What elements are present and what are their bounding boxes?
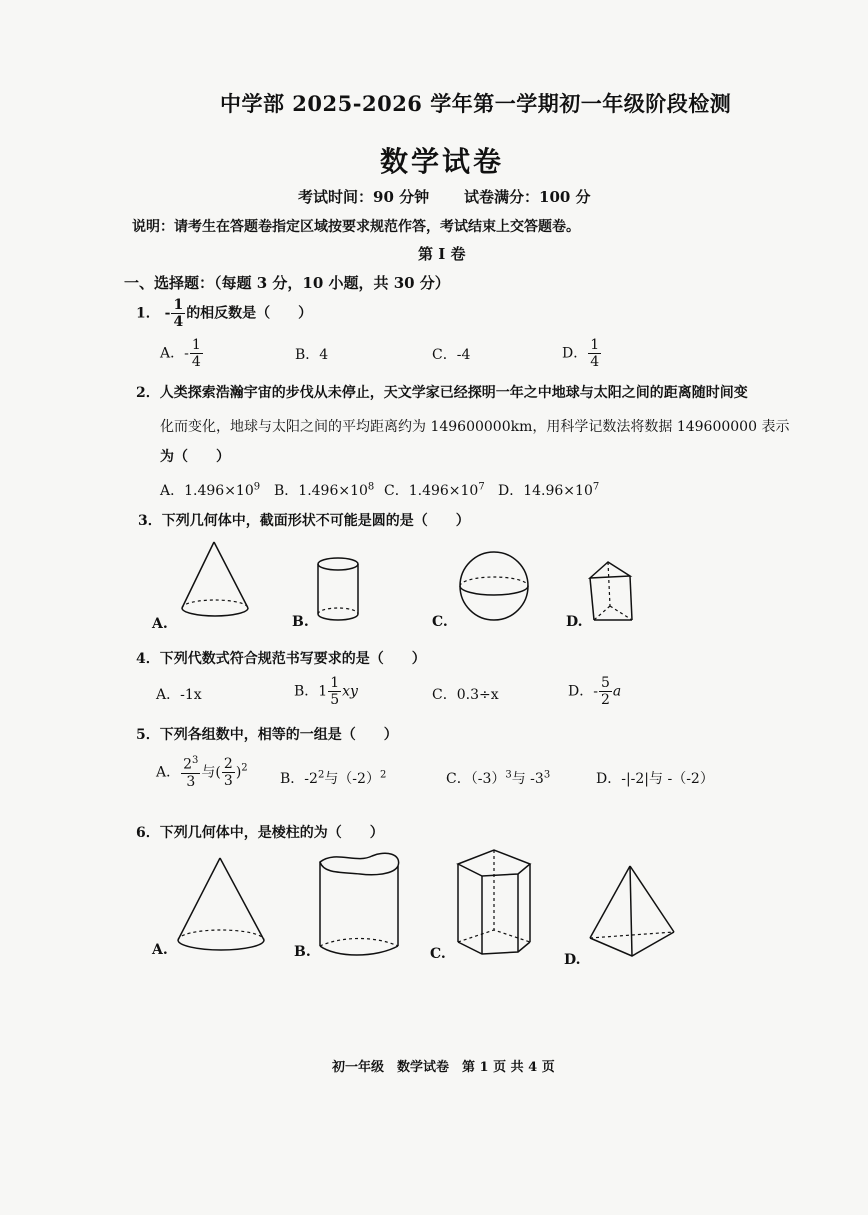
q4-option-b bbox=[294, 676, 358, 707]
connector-text: 与（-2） bbox=[324, 771, 380, 787]
variable: xy bbox=[342, 683, 358, 700]
minus-sign: - bbox=[184, 345, 189, 362]
numerator: 2 bbox=[223, 755, 233, 772]
minus-sign: - bbox=[593, 683, 598, 700]
exam-time: 考试时间：90 分钟 bbox=[298, 188, 430, 206]
curved-prism-figure bbox=[316, 850, 404, 962]
option-text: C．（-3） bbox=[446, 771, 506, 787]
question-text: 下列几何体中，截面形状不可能是圆的是（ ） bbox=[161, 513, 470, 529]
section-heading: 一、选择题：（每题 3 分，10 小题，共 30 分） bbox=[124, 274, 450, 292]
question-6 bbox=[136, 822, 384, 842]
question-4 bbox=[136, 648, 426, 668]
question-text: 下列各组数中，相等的一组是（ ） bbox=[159, 727, 398, 743]
cone-figure bbox=[178, 540, 254, 620]
question-2-line-3: 为（ ） bbox=[160, 449, 230, 465]
numerator: 1 bbox=[590, 337, 600, 353]
numerator: 1 bbox=[191, 337, 201, 353]
q4-option-a: A．-1x bbox=[156, 687, 202, 703]
denominator: 4 bbox=[191, 354, 201, 370]
q5-option-b bbox=[280, 768, 386, 788]
option-text: A．1.496×10 bbox=[160, 483, 254, 499]
question-number: 3． bbox=[138, 513, 162, 529]
question-5 bbox=[136, 724, 398, 744]
exponent: 8 bbox=[367, 481, 375, 493]
q2-option-d bbox=[498, 480, 599, 500]
option-text: B．1.496×10 bbox=[274, 483, 368, 499]
numerator bbox=[181, 756, 200, 774]
q6-label-a: A. bbox=[152, 942, 168, 958]
pentagonal-prism-figure bbox=[452, 846, 536, 962]
q2-option-c bbox=[384, 480, 485, 500]
denominator: 4 bbox=[173, 314, 184, 330]
option-label: B． bbox=[294, 683, 319, 700]
full-score: 试卷满分：100 分 bbox=[464, 188, 591, 206]
close-paren: ) bbox=[235, 764, 242, 781]
minus-sign: - bbox=[164, 305, 171, 322]
q5-option-c bbox=[446, 768, 550, 788]
exponent: 7 bbox=[478, 481, 485, 493]
q2-option-a bbox=[160, 480, 260, 500]
question-text: 下列几何体中，是棱柱的为（ ） bbox=[159, 825, 384, 841]
denominator: 2 bbox=[600, 692, 610, 708]
denominator: 4 bbox=[590, 354, 600, 370]
question-2 bbox=[136, 382, 748, 402]
q1-option-b: B．4 bbox=[295, 347, 329, 363]
exponent: 7 bbox=[592, 481, 600, 493]
question-number: 4． bbox=[136, 651, 160, 667]
question-number: 1． bbox=[136, 305, 160, 322]
instructions: 说明：请考生在答题卷指定区域按要求规范作答，考试结束上交答题卷。 bbox=[132, 219, 580, 235]
q3-label-a: A. bbox=[152, 616, 168, 632]
subject-title: 数学试卷 bbox=[380, 145, 505, 178]
whole-number: 1 bbox=[318, 683, 328, 700]
exponent: 2 bbox=[241, 762, 248, 774]
q5-option-d: D．-|-2|与 -（-2） bbox=[596, 771, 714, 787]
q4-option-d bbox=[568, 676, 621, 707]
fraction bbox=[171, 298, 185, 329]
cone-figure bbox=[176, 856, 268, 954]
option-label: D． bbox=[562, 345, 588, 362]
option-text: B．-2 bbox=[280, 771, 318, 787]
q2-option-b bbox=[274, 480, 374, 500]
q3-label-d: D. bbox=[566, 614, 583, 630]
exponent: 3 bbox=[192, 755, 199, 766]
fraction bbox=[599, 676, 612, 707]
question-text: 的相反数是（ ） bbox=[186, 305, 313, 322]
q4-option-c: C．0.3÷x bbox=[432, 687, 499, 703]
q1-option-d bbox=[562, 338, 602, 369]
fraction bbox=[328, 676, 341, 707]
numerator: 1 bbox=[173, 297, 184, 313]
numerator: 5 bbox=[600, 675, 610, 691]
q6-label-c: C. bbox=[430, 946, 446, 962]
cylinder-figure bbox=[316, 556, 364, 624]
q1-option-a bbox=[160, 338, 204, 369]
question-3 bbox=[138, 510, 470, 530]
question-2-line-2: 化而变化，地球与太阳之间的平均距离约为 149600000km，用科学记数法将数据 149600000 表示 bbox=[160, 419, 790, 435]
fraction bbox=[588, 338, 601, 369]
fraction bbox=[222, 757, 235, 788]
question-text: 下列代数式符合规范书写要求的是（ ） bbox=[159, 651, 426, 667]
triangular-prism-figure bbox=[586, 560, 638, 628]
question-1 bbox=[136, 298, 312, 329]
option-text: C．1.496×10 bbox=[384, 483, 479, 499]
exponent: 2 bbox=[317, 769, 325, 781]
fraction bbox=[190, 338, 203, 369]
question-number: 2． bbox=[136, 385, 160, 401]
option-text: D．14.96×10 bbox=[498, 483, 593, 499]
option-label: A． bbox=[156, 764, 181, 781]
variable: a bbox=[612, 683, 622, 700]
option-label: A． bbox=[160, 345, 185, 362]
exponent: 9 bbox=[253, 481, 261, 493]
q3-label-c: C. bbox=[432, 614, 448, 630]
option-label: D． bbox=[568, 683, 594, 700]
q3-label-b: B. bbox=[292, 614, 309, 630]
base: 2 bbox=[183, 756, 193, 773]
question-number: 5． bbox=[136, 727, 160, 743]
exam-title: 中学部 2025-2026 学年第一学期初一年级阶段检测 bbox=[220, 91, 732, 116]
exponent: 2 bbox=[379, 769, 387, 781]
question-number: 6． bbox=[136, 825, 160, 841]
fraction bbox=[181, 756, 200, 789]
exponent: 3 bbox=[543, 769, 551, 781]
connector-text: 与 -3 bbox=[511, 771, 544, 787]
exponent: 3 bbox=[505, 769, 512, 781]
denominator: 5 bbox=[330, 692, 340, 708]
denominator: 3 bbox=[223, 772, 233, 789]
sphere-figure bbox=[458, 550, 534, 626]
numerator: 1 bbox=[330, 675, 340, 691]
q6-label-d: D. bbox=[564, 952, 581, 968]
pyramid-figure bbox=[586, 864, 680, 962]
denominator: 3 bbox=[186, 773, 196, 790]
connector-text: 与( bbox=[201, 764, 221, 781]
q6-label-b: B. bbox=[294, 944, 311, 960]
page-footer: 初一年级 数学试卷 第 1 页 共 4 页 bbox=[332, 1060, 555, 1075]
question-text-line-1: 人类探索浩瀚宇宙的步伐从未停止，天文学家已经探明一年之中地球与太阳之间的距离随时间变 bbox=[159, 385, 748, 401]
q1-option-c: C．-4 bbox=[432, 347, 471, 363]
q5-option-a bbox=[156, 756, 248, 789]
volume-heading: 第 I 卷 bbox=[418, 245, 466, 263]
